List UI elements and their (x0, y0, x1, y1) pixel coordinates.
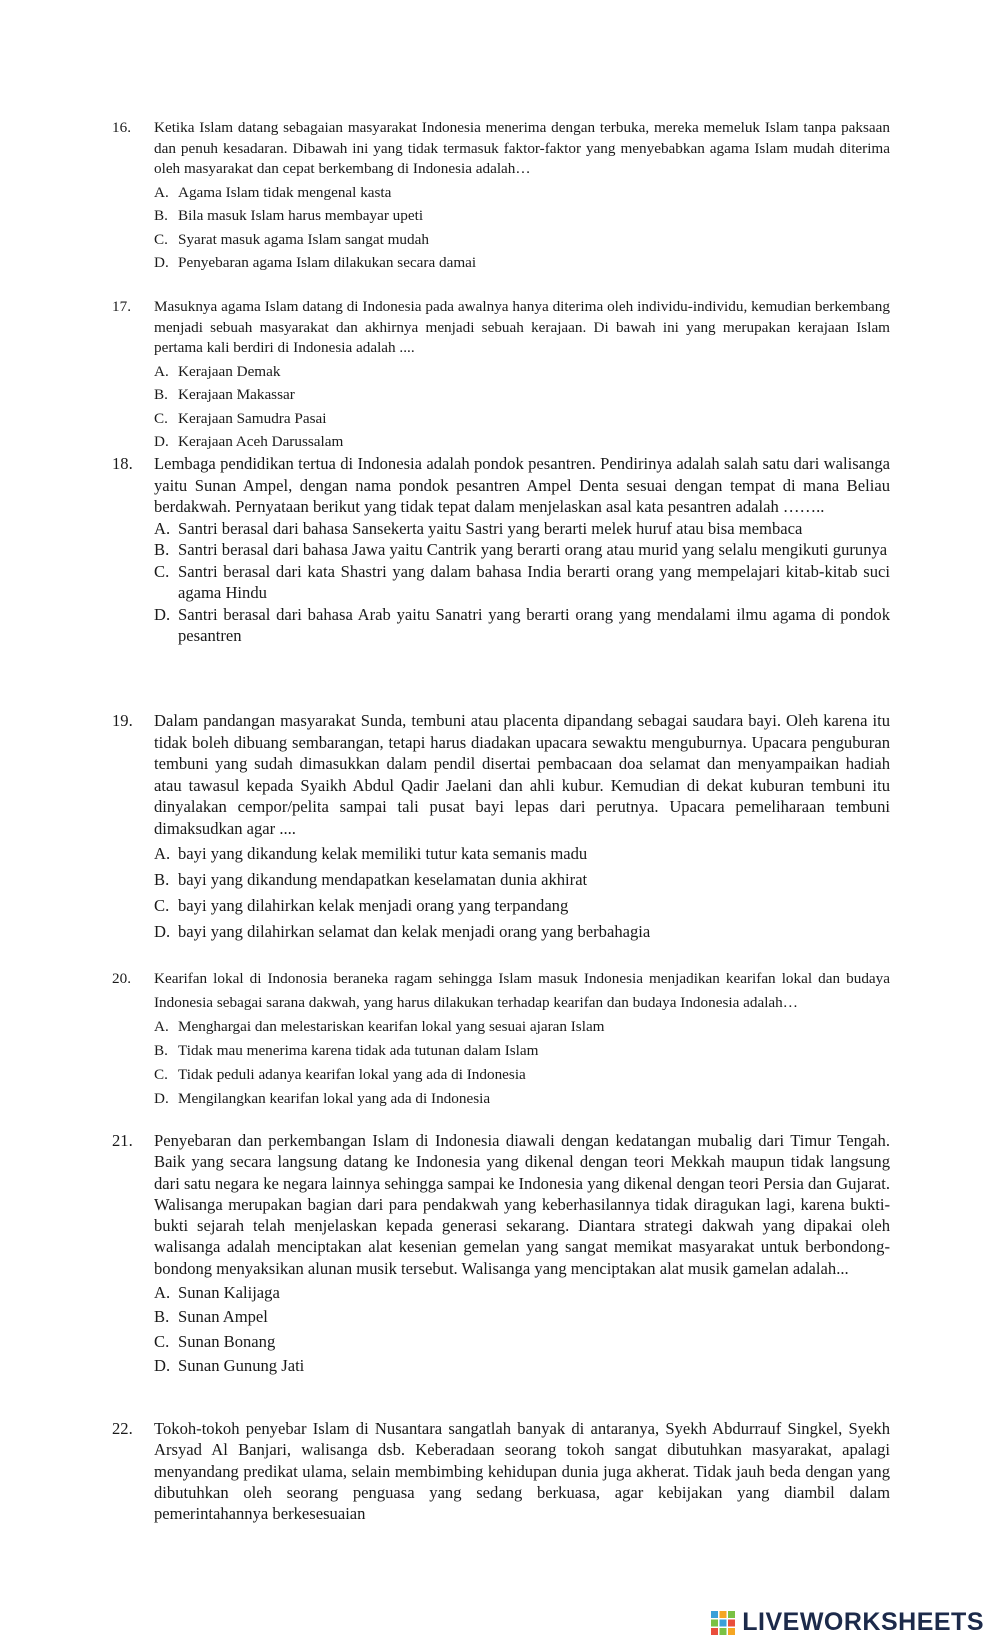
question-stem: Penyebaran dan perkembangan Islam di Indonesia diawali dengan kedatangan mubalig dari Timur Tengah. Baik yang secara langsung datang ke Indonesia yang dikenal dengan teori Mekkah maupun tidak langsung dari satu negara ke negara lainnya sehingga sampai ke Indonesia yang dikenal dengan teori Persia dan Gujarat. Walisanga merupakan bagian dari para pendakwah yang keberhasilannya tidak diragukan lagi, karena bukti-bukti sejarah telah menjelaskan kepada generasi sekarang. Diantara strategi dakwah yang dipakai oleh walisanga adalah menciptakan alat kesenian gemelan yang sangat memikat masyarakat untuk berbondong-bondong menyaksikan alunan musik tersebut. Walisanga yang menciptakan alat musik gamelan adalah... (154, 1131, 890, 1278)
option-letter: D. (154, 1090, 169, 1107)
option-letter: A. (154, 844, 171, 863)
option-letter: D. (154, 433, 169, 450)
option-text: Bila masuk Islam harus membayar upeti (178, 207, 424, 225)
option-letter: D. (154, 254, 169, 271)
question-stem: Masuknya agama Islam datang di Indonesia pada awalnya hanya diterima oleh individu-individu, kemudian berkembang menjadi sebuah masyarakat dan akhirnya menjadi sebuah kerajaan. Di bawah ini yang merupakan kerajaan Islam pertama kali berdiri di Indonesia adalah .... (154, 298, 890, 357)
option-text: Kerajaan Makassar (178, 386, 295, 404)
option-text: Santri berasal dari kata Shastri yang dalam bahasa India berarti orang yang mempelajari kitab-kitab suci agama Hindu (178, 561, 890, 602)
option-letter: A. (154, 518, 171, 538)
option-text: Menghargai dan melestariskan kearifan lokal yang sesuai ajaran Islam (178, 1018, 605, 1035)
question-16 (112, 118, 890, 273)
option-text: Kerajaan Samudra Pasai (178, 409, 327, 427)
question-20 (112, 967, 890, 1111)
option-a[interactable] (154, 843, 890, 865)
option-letter: C. (154, 561, 170, 581)
question-19 (112, 710, 890, 943)
option-text: Kerajaan Demak (178, 362, 281, 380)
option-text: bayi yang dikandung mendapatkan keselamatan dunia akhirat (178, 870, 588, 889)
option-a[interactable] (154, 1015, 890, 1039)
option-letter: C. (154, 1066, 168, 1083)
option-letter: A. (154, 183, 169, 201)
question-number: 16. (112, 119, 131, 136)
question-stem: Lembaga pendidikan tertua di Indonesia adalah pondok pesantren. Pendirinya adalah salah satu dari walisanga yaitu Sunan Ampel, dengan nama pondok pesantren Ampel Denta sesuai dengan tempat di mana Beliau berdakwah. Pernyataan berikut yang tidak tepat dalam menjelaskan asal kata pesantren adalah …….. (154, 454, 890, 516)
option-letter: B. (154, 1042, 168, 1059)
question-number: 20. (112, 970, 131, 987)
option-text: Sunan Kalijaga (178, 1283, 280, 1303)
liveworksheets-brand[interactable] (710, 1608, 984, 1637)
option-text: Mengilangkan kearifan lokal yang ada di Indonesia (178, 1090, 491, 1107)
option-a[interactable] (154, 518, 890, 540)
option-d[interactable] (154, 253, 890, 273)
option-c[interactable] (154, 409, 890, 429)
option-letter: D. (154, 1355, 171, 1375)
option-a[interactable] (154, 183, 890, 203)
option-d[interactable] (154, 1087, 890, 1111)
option-c[interactable] (154, 561, 890, 604)
option-text: Santri berasal dari bahasa Sansekerta yaitu Sastri yang berarti melek huruf atau bisa membaca (178, 518, 803, 538)
option-letter: B. (154, 540, 170, 559)
option-text: bayi yang dilahirkan selamat dan kelak menjadi orang yang berbahagia (178, 922, 651, 941)
option-letter: C. (154, 230, 168, 248)
option-letter: A. (154, 1018, 169, 1035)
question-stem: Dalam pandangan masyarakat Sunda, tembuni atau placenta dipandang sebagai saudara bayi. Oleh karena itu tidak boleh dibuang sembarangan, tetapi harus diadakan upacara sewaktu menguburnya. Upacara penguburan tembuni yang sudah dimasukkan dalam pendil disertai pembacaan doa selamat dan menyampaikan hadiah atau tawasul kepada Syaikh Abdul Qadir Jaelani dan ahli kubur. Kemudian di dekat kuburan tembuni itu dinyalakan cempor/pelita sampai tali pusat bayi lepas dari perutnya. Upacara pemeliharaan tembuni dimaksudkan agar .... (154, 711, 890, 838)
option-text: Tidak mau menerima karena tidak ada tutunan dalam Islam (178, 1042, 539, 1059)
option-text: Sunan Ampel (178, 1307, 268, 1327)
option-a[interactable] (154, 1282, 890, 1303)
option-b[interactable] (154, 206, 890, 226)
option-text: Agama Islam tidak mengenal kasta (178, 183, 392, 201)
option-text: Santri berasal dari bahasa Arab yaitu Sanatri yang berarti orang yang mendalami ilmu agama di pondok pesantren (178, 604, 890, 645)
option-text: Santri berasal dari bahasa Jawa yaitu Cantrik yang berarti orang atau murid yang selalu mengikuti gurunya (178, 540, 888, 559)
option-text: Kerajaan Aceh Darussalam (178, 433, 344, 450)
option-c[interactable] (154, 1331, 890, 1352)
option-text: Sunan Bonang (178, 1331, 276, 1351)
option-c[interactable] (154, 895, 890, 917)
option-letter: A. (154, 1283, 171, 1303)
option-d[interactable] (154, 1355, 890, 1376)
liveworksheets-logo-icon (710, 1610, 736, 1636)
option-b[interactable] (154, 385, 890, 405)
option-c[interactable] (154, 1063, 890, 1087)
option-letter: B. (154, 870, 170, 889)
option-letter: A. (154, 362, 169, 380)
option-c[interactable] (154, 230, 890, 250)
option-d[interactable] (154, 432, 890, 452)
option-d[interactable] (154, 604, 890, 647)
option-letter: B. (154, 386, 168, 404)
question-stem: Ketika Islam datang sebagaian masyarakat Indonesia menerima dengan terbuka, mereka memeluk Islam tanpa paksaan dan penuh kesadaran. Dibawah ini yang tidak termasuk faktor-faktor yang menyebabkan agama Islam mudah diterima oleh masyarakat dan cepat berkembang di Indonesia adalah… (154, 119, 890, 178)
question-stem: Kearifan lokal di Indonosia beraneka ragam sehingga Islam masuk Indonesia menjadikan kearifan lokal dan budaya Indonesia sebagai sarana dakwah, yang harus dilakukan terhadap kearifan dan budaya Indonesia adalah… (154, 970, 890, 1011)
question-number: 19. (112, 711, 133, 730)
question-number: 22. (112, 1419, 133, 1438)
question-stem: Tokoh-tokoh penyebar Islam di Nusantara sangatlah banyak di antaranya, Syekh Abdurrauf Singkel, Syekh Arsyad Al Banjari, walisanga dsb. Keberadaan seorang tokoh sangat dibutuhkan masyarakat, apalagi menyandang predikat ulama, selain membimbing kehidupan dunia juga akherat. Tidak jauh beda dengan yang dibutuhkan oleh seorang penguasa yang sedang berkuasa, agar kebijakan yang diambil dalam pemerintahannya berkesesuaian (154, 1419, 890, 1524)
question-22 (112, 1418, 890, 1524)
brand-wordmark: LIVEWORKSHEETS (742, 1608, 984, 1636)
question-18 (112, 453, 890, 647)
option-text: bayi yang dikandung kelak memiliki tutur kata semanis madu (178, 844, 588, 863)
option-b[interactable] (154, 869, 890, 891)
option-letter: C. (154, 409, 168, 427)
option-letter: C. (154, 896, 170, 915)
option-letter: D. (154, 604, 171, 624)
option-letter: B. (154, 1307, 170, 1327)
question-21 (112, 1130, 890, 1376)
option-letter: C. (154, 1331, 170, 1351)
option-text: Syarat masuk agama Islam sangat mudah (178, 230, 429, 248)
option-text: Sunan Gunung Jati (178, 1355, 305, 1375)
option-b[interactable] (154, 539, 890, 561)
option-b[interactable] (154, 1306, 890, 1327)
option-letter: B. (154, 207, 168, 225)
question-number: 17. (112, 298, 131, 315)
option-b[interactable] (154, 1039, 890, 1063)
option-text: Tidak peduli adanya kearifan lokal yang ada di Indonesia (178, 1066, 526, 1083)
question-number: 21. (112, 1131, 133, 1150)
option-d[interactable] (154, 921, 890, 943)
option-text: bayi yang dilahirkan kelak menjadi orang yang terpandang (178, 896, 569, 915)
option-text: Penyebaran agama Islam dilakukan secara damai (178, 254, 477, 271)
option-a[interactable] (154, 362, 890, 382)
option-letter: D. (154, 922, 171, 941)
question-number: 18. (112, 454, 133, 473)
question-17 (112, 297, 890, 452)
